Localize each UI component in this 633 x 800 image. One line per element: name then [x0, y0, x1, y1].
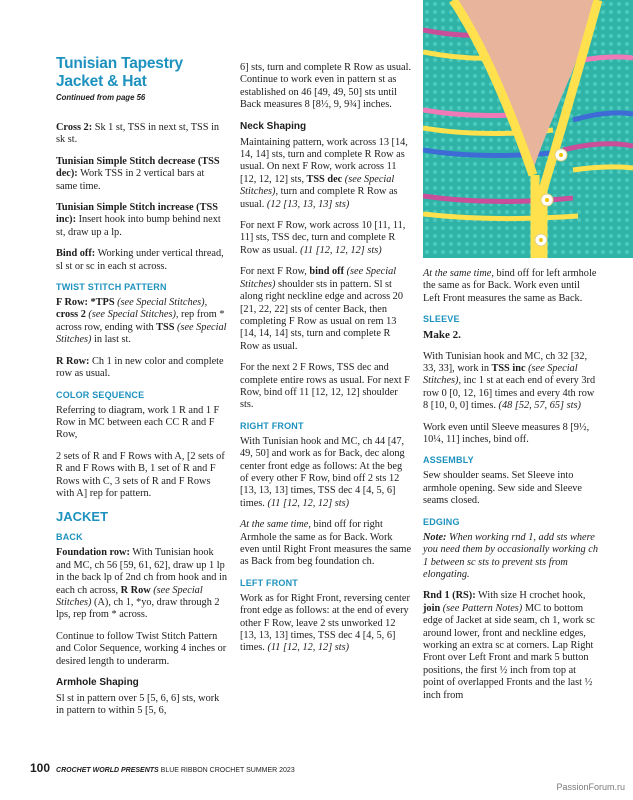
jacket-heading: JACKET	[56, 509, 109, 525]
bindoff-row-paragraph: For next F Row, bind off (see Special Stitches) shoulder sts in pattern. Sl st along right neckline edge and across 20 [21, 22, 22] sts of center Back, then completing F Row as usual on rem 13 [14, 14, 14] sts, turn and complete R Row as usual.	[240, 266, 403, 352]
back-heading: BACK	[56, 532, 83, 543]
sleeve-paragraph: With Tunisian hook and MC, ch 32 [32, 33, 33], work in TSS inc (see Special Stitches), inc 1 st at each end of every 3rd row 0 [0, 12, 16] times and every 4th row 8 [10, 0, 0] times. (48 [52, 57, 65] sts)	[423, 350, 596, 412]
armhole-heading: Armhole Shaping	[56, 677, 139, 688]
footer-brand: CROCHET WORLD PRESENTS	[56, 767, 159, 774]
assembly-heading: ASSEMBLY	[423, 455, 474, 466]
rrow-paragraph: R Row: Ch 1 in new color and complete row as usual.	[56, 355, 224, 380]
next-two-rows-paragraph: For the next 2 F Rows, TSS dec and complete entire rows as usual. For next F Row, bind off 11 [12, 12, 12] shoulder sts.	[240, 362, 410, 411]
column-left	[56, 55, 228, 727]
assembly-paragraph: Sew shoulder seams. Set Sleeve into armhole opening. Sew side and Sleeve seams closed.	[423, 470, 582, 507]
left-armhole-paragraph: At the same time, bind off for left armhole the same as for Back. Work even until Left Front measures the same as Back.	[423, 268, 597, 304]
article-title-line2: Jacket & Hat	[56, 72, 147, 90]
sleeve-heading: SLEEVE	[423, 314, 460, 325]
twist-stitch-heading: TWIST STITCH PATTERN	[56, 282, 167, 293]
right-armhole-paragraph: At the same time, bind off for right Armhole the same as for Back. Work even until Right Front measures the same as Back from beg foundation ch.	[240, 519, 412, 568]
jacket-photo	[423, 0, 633, 258]
foundation-paragraph: Foundation row: With Tunisian hook and MC, ch 56 [59, 61, 62], draw up 1 lp in the back lp of 2nd ch from hook and in each ch across, R Row (see Special Stitches) (A), ch 1, *yo, draw through 2 lps, rep from * across.	[56, 547, 228, 621]
page-number: 100	[30, 761, 51, 775]
sleeve-paragraph-2: Work even until Sleeve measures 8 [9½, 10¼, 11] inches, bind off.	[423, 421, 590, 446]
next-row-paragraph: For next F Row, work across 10 [11, 11, 11] sts, TSS dec, turn and complete R Row as usual. (11 [12, 12, 12] sts)	[240, 220, 406, 256]
watermark-text: PassionForum.ru	[556, 782, 625, 792]
continue-paragraph: Continue to follow Twist Stitch Pattern and Color Sequence, working 4 inches or desired length to underarm.	[56, 630, 227, 667]
note-paragraph: Note: When working rnd 1, add sts where you need them by occasionally working ch 1 between sc sts to prevent sts from elongating.	[423, 531, 598, 580]
armhole-paragraph: Sl st in pattern over 5 [5, 6, 6] sts, work in pattern to within 5 [5, 6,	[56, 693, 220, 717]
edging-heading: EDGING	[423, 516, 460, 527]
make-two-label: Make 2.	[423, 329, 461, 342]
left-front-heading: LEFT FRONT	[240, 577, 298, 588]
frow-paragraph: F Row: *TPS (see Special Stitches), cross 2 (see Special Stitches), rep from * across row, ending with TSS (see Special Stitches) in last st.	[56, 297, 227, 346]
cross2-paragraph: Cross 2: Sk 1 st, TSS in next st, TSS in sk st.	[56, 122, 220, 146]
back-continued-paragraph: 6] sts, turn and complete R Row as usual. Continue to work even in pattern st as established on 46 [49, 49, 50] sts until Back measures 8 [8½, 9, 9¾] inches.	[240, 62, 412, 111]
right-front-paragraph: With Tunisian hook and MC, ch 44 [47, 49, 50] and work as for Back, dec along center front edge as follows: At the beg of every other F Row, bind off 2 sts 12 [13, 13, 13] times, TSS dec 4 [4, 5, 6] times. (11 [12, 12, 12] sts)	[240, 435, 405, 509]
neck-shaping-heading: Neck Shaping	[240, 120, 307, 132]
color-paragraph-1: Referring to diagram, work 1 R and 1 F Row in MC between each CC R and F Row,	[56, 404, 220, 441]
tssinc-paragraph: Tunisian Simple Stitch increase (TSS inc): Insert hook into bump behind next st, draw up a lp.	[56, 202, 221, 238]
column-right	[423, 268, 599, 711]
page-footer	[30, 761, 590, 775]
right-front-heading: RIGHT FRONT	[240, 420, 304, 431]
color-sequence-heading: COLOR SEQUENCE	[56, 389, 145, 400]
column-middle	[240, 62, 412, 664]
color-paragraph-2: 2 sets of R and F Rows with A, [2 sets of R and F Rows with B, 1 set of R and F Rows with C, 3 sets of R and F Rows with A] rep for pattern.	[56, 450, 225, 499]
footer-issue: BLUE RIBBON CROCHET SUMMER 2023	[158, 767, 295, 774]
left-front-paragraph: Work as for Right Front, reversing center front edge as follows: at the end of every other F Row, leave 2 sts unworked 12 [13, 13, 13] times, TSS dec 4 [4, 5, 6] times. (11 [12, 12, 12] sts)	[240, 592, 410, 654]
bindoff-paragraph: Bind off: Working under vertical thread, sl st or sc in each st across.	[56, 248, 224, 272]
rnd1-paragraph: Rnd 1 (RS): With size H crochet hook, join (see Pattern Notes) MC to bottom edge of Jacket at side seam, ch 1, work sc around lower, front and neckline edges, working an extra sc at corners. Lap Right Front over Left Front and mark 5 button positions, the first ½ inch from top at point of overlapped Fronts and the last ½ inch from	[423, 590, 595, 701]
tssdec-paragraph: Tunisian Simple Stitch decrease (TSS dec): Work TSS in 2 vertical bars at same time.	[56, 155, 220, 192]
continued-note: Continued from page 56	[56, 93, 146, 102]
article-title-line1: Tunisian Tapestry	[56, 55, 183, 72]
neck-paragraph: Maintaining pattern, work across 13 [14, 14, 14] sts, turn and complete R Row as usual. On next F Row, work across 11 [12, 12, 12] sts, TSS dec (see Special Stitches), turn and complete R Row as usual. (12 [13, 13, 13] sts)	[240, 136, 408, 210]
